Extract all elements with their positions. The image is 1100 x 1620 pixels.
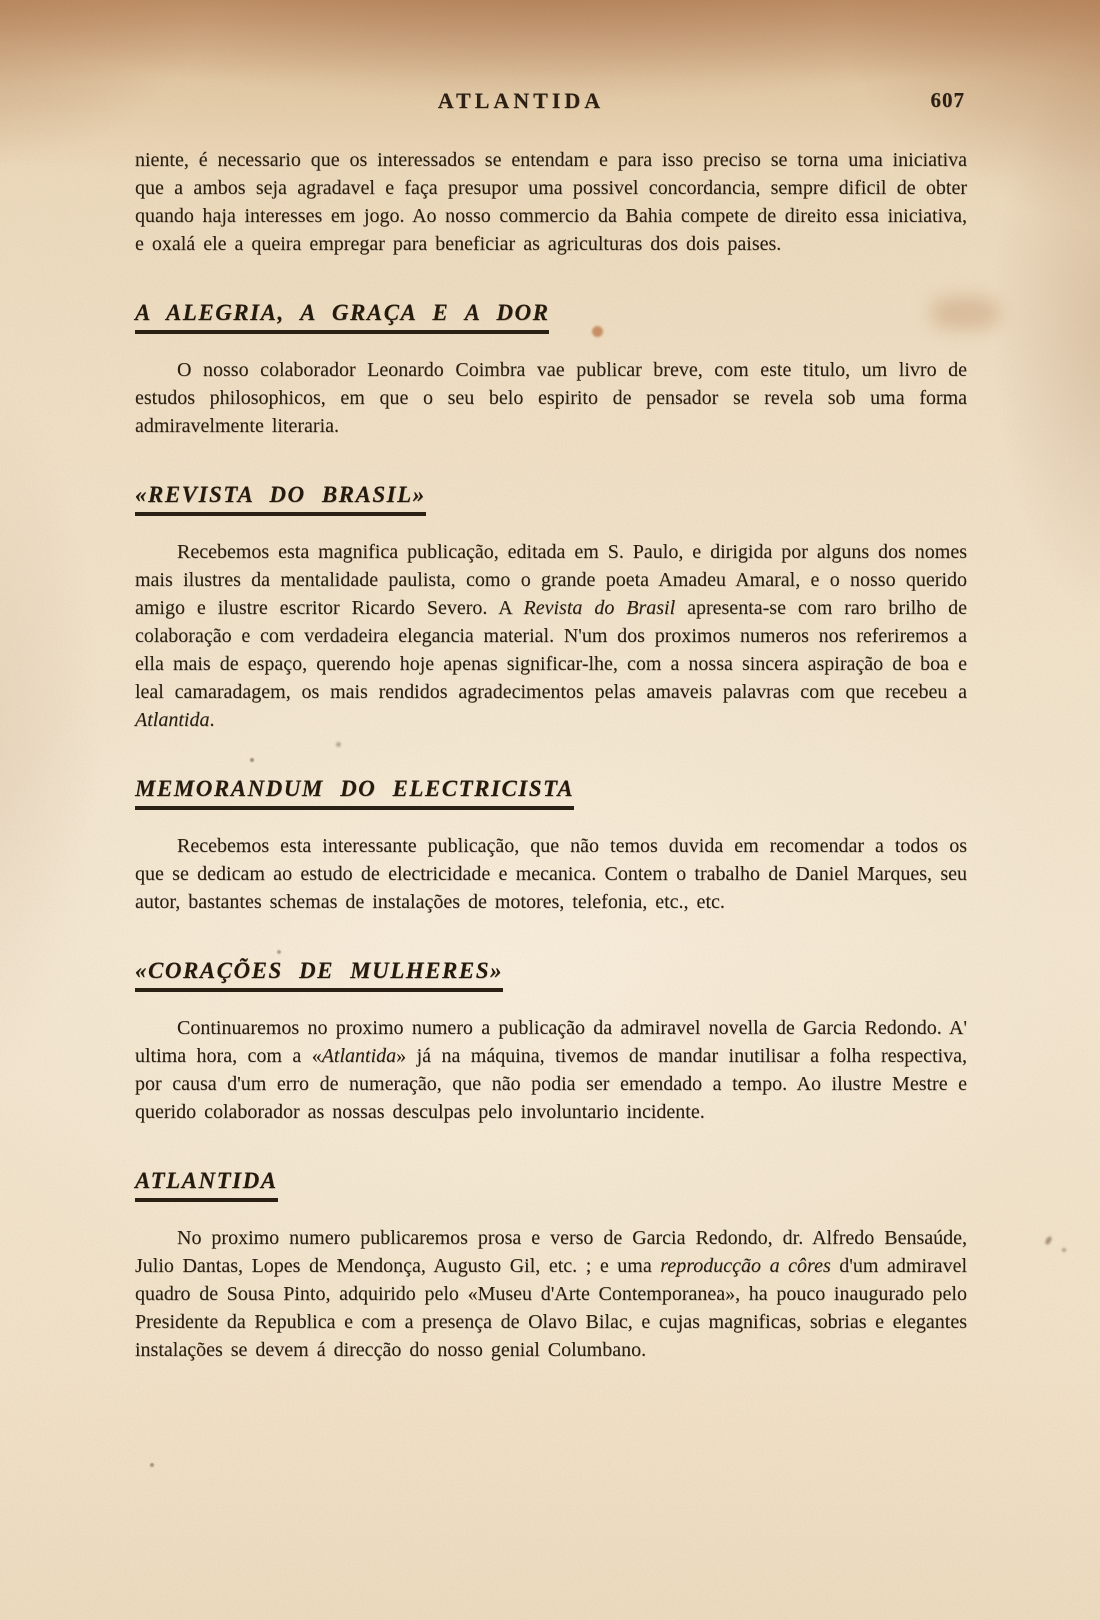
section-heading: «REVISTA DO BRASIL» bbox=[135, 482, 426, 516]
text-run: Continuaremos no proximo numero a publicação da admiravel novella de Garcia Redondo. A' ultima hora, com a « bbox=[135, 1017, 967, 1067]
italic-text-run: Atlantida bbox=[321, 1045, 397, 1067]
text-run: O nosso colaborador Leonardo Coimbra vae publicar breve, com este titulo, um livro de estudos philosophicos, em que o seu belo espirito de pensador se revela sob uma forma admiravelmente literaria. bbox=[135, 359, 967, 437]
italic-text-run: Revista do Brasil bbox=[523, 597, 676, 619]
section-atlantida bbox=[135, 1168, 967, 1364]
text-run: Recebemos esta magnifica publicação, editada em S. Paulo, e dirigida por alguns dos nomes mais ilustres da mentalidade paulista, como o grande poeta Amadeu Amaral, e o nosso querido amigo e ilustre escritor Ricardo Severo. A bbox=[135, 541, 967, 619]
section-paragraph bbox=[135, 538, 967, 734]
text-run: Recebemos esta interessante publicação, que não temos duvida em recomendar a todos os que se dedicam ao estudo de electricidade e mecanica. Contem o trabalho de Daniel Marques, seu autor, bastantes schemas de instalações de motores, telefonia, etc., etc. bbox=[135, 835, 967, 913]
section-heading: MEMORANDUM DO ELECTRICISTA bbox=[135, 776, 574, 810]
section-paragraph bbox=[135, 832, 967, 916]
italic-text-run: Atlantida bbox=[135, 709, 210, 731]
publication-title: ATLANTIDA bbox=[437, 88, 605, 113]
continuation-paragraph bbox=[135, 146, 967, 258]
paper-speck bbox=[1044, 1235, 1053, 1245]
section-paragraph bbox=[135, 1014, 967, 1126]
text-run: » já na máquina, tivemos de mandar inutilisar a folha respectiva, por causa d'um erro de numeração, que não podia ser emendado a tempo. Ao ilustre Mestre e querido colaborador as nossas desculpas pelo involuntario incidente. bbox=[135, 1045, 968, 1123]
text-column bbox=[135, 88, 967, 1364]
running-head bbox=[135, 88, 967, 120]
text-run: apresenta-se com raro brilho de colaboração e com verdadeira elegancia material. N'um dos proximos numeros nos referiremos a ella mais de espaço, querendo hoje apenas significar-lhe, com a nossa sincera aspiração de boa e leal camaradagem, os mais rendidos agradecimentos pelas amaveis palavras com que recebeu a bbox=[135, 597, 967, 703]
italic-text-run: reproducção a côres bbox=[660, 1255, 831, 1277]
text-run: No proximo numero publicaremos prosa e verso de Garcia Redondo, dr. Alfredo Bensaúde, Julio Dantas, Lopes de Mendonça, Augusto Gil, etc. ; e uma bbox=[135, 1227, 967, 1277]
section-paragraph bbox=[135, 1224, 967, 1364]
text-run: . bbox=[209, 709, 215, 731]
paper-speck bbox=[150, 1463, 154, 1467]
section-heading: A ALEGRIA, A GRAÇA E A DOR bbox=[135, 300, 549, 334]
section-paragraph bbox=[135, 356, 967, 440]
section-memorandum-electricista bbox=[135, 776, 967, 916]
section-coracoes-de-mulheres bbox=[135, 958, 967, 1126]
section-alegria-graca-dor bbox=[135, 300, 967, 440]
paper-speck bbox=[1062, 1248, 1066, 1252]
text-run: niente, é necessario que os interessados se entendam e para isso preciso se torna uma iniciativa que a ambos seja agradavel e faça presupor uma possivel concordancia, sempre dificil de obter quando haja interesses em jogo. Ao nosso commercio da Bahia compete de direito essa iniciativa, e oxalá ele a queira empregar para beneficiar as agriculturas dos dois paises. bbox=[135, 149, 967, 255]
section-heading: «CORAÇÕES DE MULHERES» bbox=[135, 958, 503, 992]
page-number: 607 bbox=[930, 88, 965, 112]
section-revista-do-brasil bbox=[135, 482, 967, 734]
text-run: d'um admiravel quadro de Sousa Pinto, adquirido pelo «Museu d'Arte Contemporanea», ha pouco inaugurado pelo Presidente da Republica e com a presença de Olavo Bilac, e cujas magnificas, sobrias e elegantes instalações se devem á direcção do nosso genial Columbano. bbox=[135, 1255, 967, 1361]
section-heading: ATLANTIDA bbox=[135, 1168, 278, 1202]
